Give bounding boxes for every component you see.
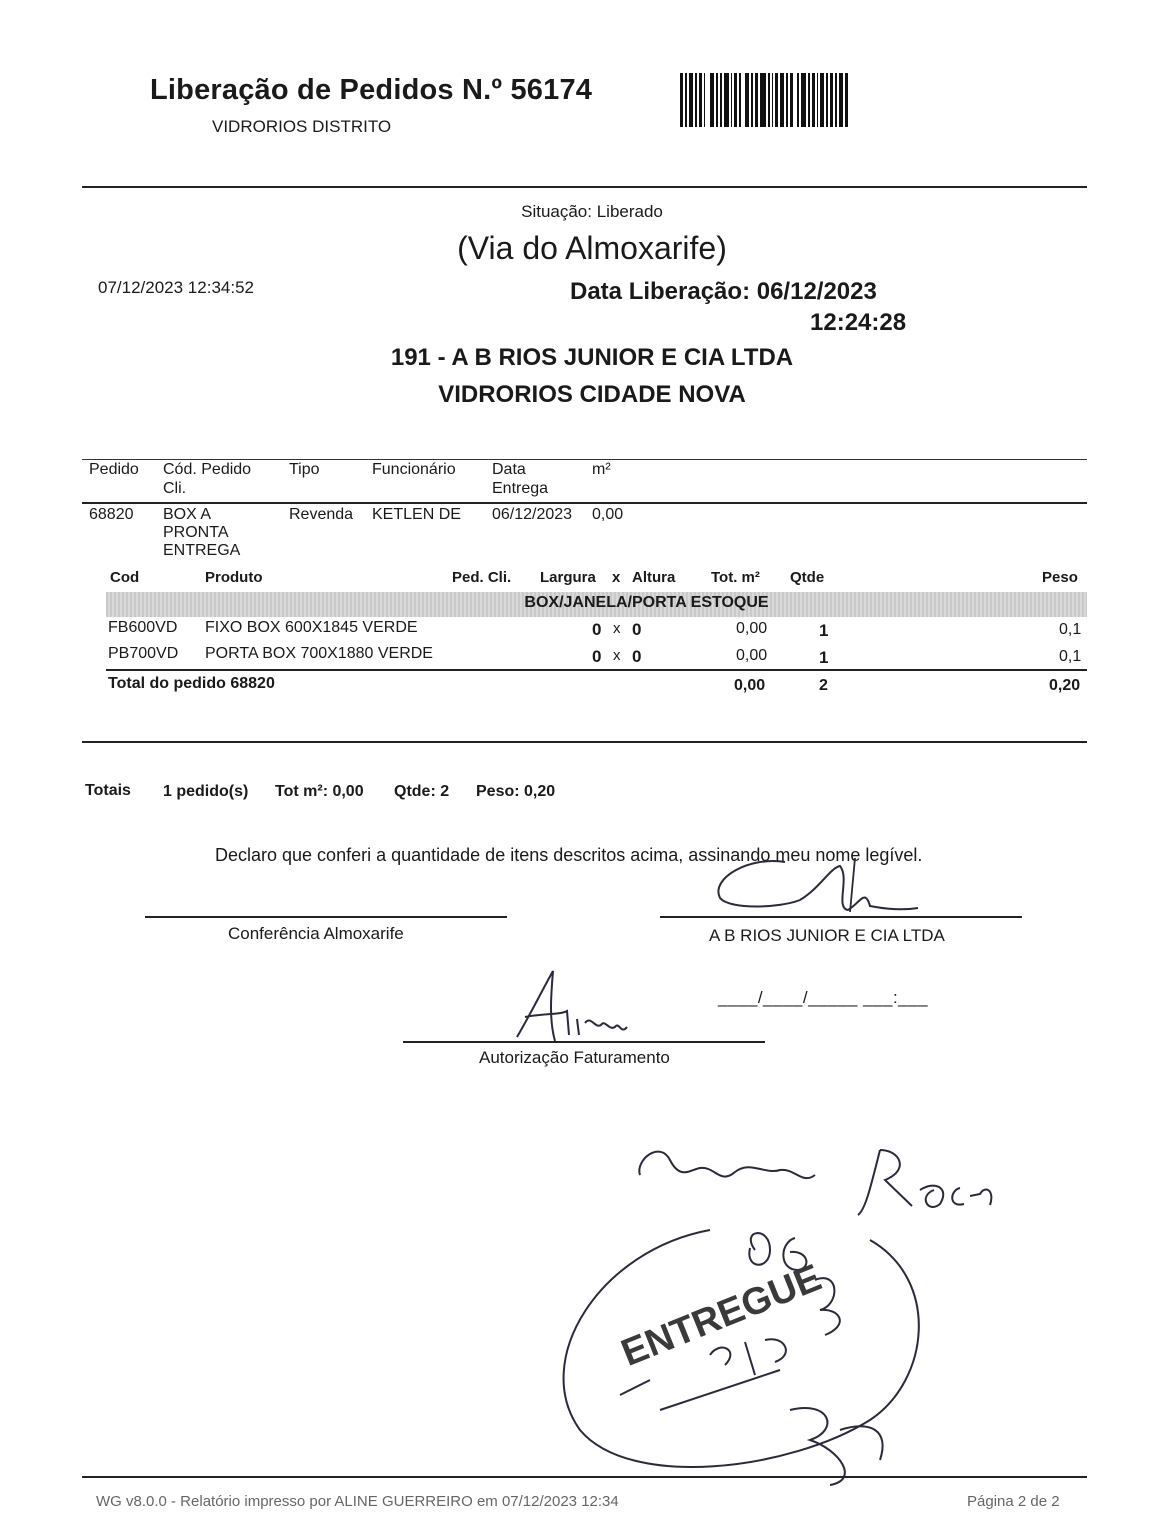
customer-branch: VIDRORIOS CIDADE NOVA: [438, 381, 746, 408]
col-header-tipo: Tipo: [289, 461, 320, 478]
item-cod: PB700VD: [108, 645, 179, 662]
order-total-peso: 0,20: [1049, 677, 1081, 694]
order-pedido: 68820: [89, 506, 134, 523]
order-tipo: Revenda: [289, 506, 354, 523]
group-label: BOX/JANELA/PORTA ESTOQUE: [524, 594, 769, 611]
order-funcionario: KETLEN DE: [372, 506, 461, 523]
item-qtde: 1: [819, 648, 829, 667]
situacao-status: Situação: Liberado: [521, 202, 663, 221]
item-tot-m2: 0,00: [736, 620, 768, 637]
item-x: x: [613, 647, 621, 664]
item-header-produto: Produto: [205, 569, 263, 586]
customer-name: 191 - A B RIOS JUNIOR E CIA LTDA: [390, 344, 794, 371]
order-cod-pedido-cli: BOX A PRONTA ENTREGA: [163, 506, 241, 559]
conferencia-label: Conferência Almoxarife: [228, 924, 404, 943]
item-header-cod: Cod: [110, 569, 140, 586]
autorizacao-signature: [505, 965, 645, 1045]
item-header-ped-cli: Ped. Cli.: [452, 569, 512, 586]
totais-peso: Peso: 0,20: [476, 783, 556, 800]
footer-print-info: WG v8.0.0 - Relatório impresso por ALINE GUERREIRO em 07/12/2023 12:34: [96, 1493, 619, 1510]
col-header-pedido: Pedido: [89, 461, 139, 478]
totais-pedidos: 1 pedido(s): [163, 783, 249, 800]
item-header-tot-m2: Tot. m²: [711, 569, 760, 586]
item-header-peso: Peso: [1042, 569, 1078, 586]
item-peso: 0,1: [1059, 648, 1082, 665]
client-signature: [690, 848, 930, 928]
footer-divider: [82, 1476, 1087, 1478]
hora-liberacao: 12:24:28: [810, 309, 907, 336]
via-label: (Via do Almoxarife): [457, 230, 727, 266]
item-header-qtde: Qtde: [790, 569, 825, 586]
company-name: VIDRORIOS DISTRITO: [212, 117, 392, 136]
document-title: Liberação de Pedidos N.º 56174: [150, 74, 593, 106]
col-header-data-entrega: Data Entrega: [492, 461, 549, 497]
item-cod: FB600VD: [108, 619, 178, 636]
item-x: x: [613, 620, 621, 637]
col-header-cod-pedido-cli: Cód. Pedido Cli.: [163, 461, 252, 497]
order-total-label: Total do pedido 68820: [108, 675, 275, 692]
stamp-entregue-text: ENTREGUE: [615, 1256, 828, 1375]
item-peso: 0,1: [1059, 621, 1082, 638]
totais-m2: Tot m²: 0,00: [275, 783, 364, 800]
divider: [82, 186, 1087, 188]
barcode: [680, 73, 858, 127]
item-header-altura: Altura: [632, 569, 676, 586]
delivery-stamp-scribble: [540, 1130, 1020, 1490]
total-divider: [106, 669, 1087, 671]
cliente-label: A B RIOS JUNIOR E CIA LTDA: [709, 926, 945, 945]
item-header-x: x: [612, 569, 621, 586]
item-produto: PORTA BOX 700X1880 VERDE: [205, 645, 433, 662]
item-header-largura: Largura: [540, 569, 596, 586]
order-m2: 0,00: [592, 506, 624, 523]
order-data-entrega: 06/12/2023: [492, 506, 573, 523]
col-header-funcionario: Funcionário: [372, 461, 456, 478]
item-largura: 0: [592, 647, 602, 666]
item-produto: FIXO BOX 600X1845 VERDE: [205, 619, 418, 636]
autorizacao-label: Autorização Faturamento: [479, 1048, 670, 1067]
item-qtde: 1: [819, 621, 829, 640]
signature-line-conferencia: [145, 916, 507, 918]
totais-label: Totais: [85, 782, 131, 799]
item-altura: 0: [632, 620, 642, 639]
data-liberacao: Data Liberação: 06/12/2023: [570, 278, 877, 305]
declaration-text: Declaro que conferi a quantidade de itens descritos acima, assinando meu nome legível.: [215, 845, 923, 865]
totais-qtde: Qtde: 2: [394, 783, 450, 800]
item-altura: 0: [632, 647, 642, 666]
item-tot-m2: 0,00: [736, 647, 768, 664]
divider: [82, 741, 1087, 743]
page-number: Página 2 de 2: [967, 1493, 1060, 1510]
col-header-m2: m²: [592, 461, 611, 478]
print-timestamp: 07/12/2023 12:34:52: [98, 278, 254, 297]
table-header-border: [82, 502, 1087, 504]
item-largura: 0: [592, 620, 602, 639]
date-time-field: ____/____/_____ ___:___: [718, 988, 929, 1007]
order-total-m2: 0,00: [734, 677, 766, 694]
order-total-qtde: 2: [819, 677, 828, 694]
